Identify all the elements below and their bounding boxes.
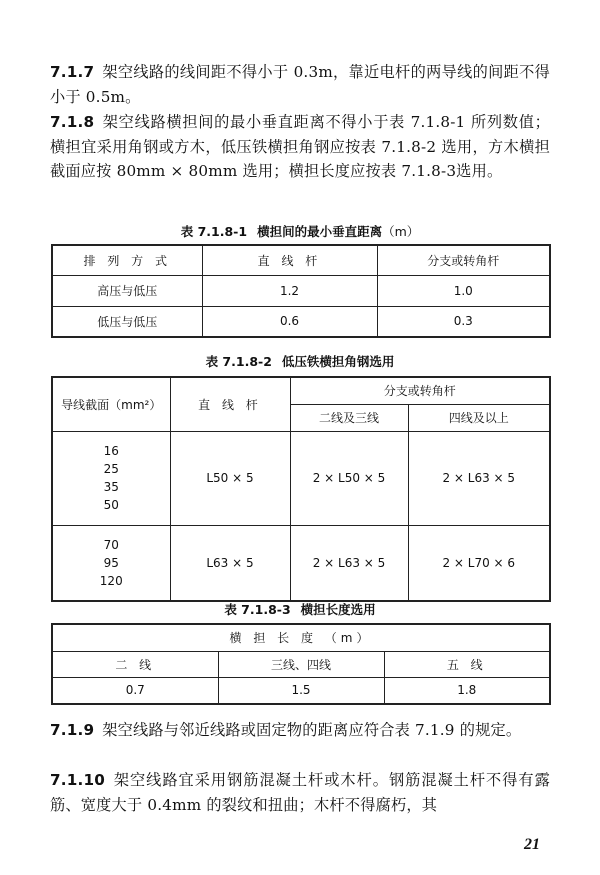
table-cell: 1.8 <box>384 677 550 704</box>
clause-text: 架空线路横担间的最小垂直距离不得小于表 7.1.8-1 所列数值；横担宜采用角钢或方木，低压铁横担角钢应按表 7.1.8-2 选用，方木横担截面应按 80mm × 80mm 选用；横担长度应按表 7.1.8-3选用。 <box>50 113 550 180</box>
table-number: 表 7.1.8-2 <box>205 354 272 369</box>
header-cell: 分支或转角杆 <box>377 245 550 275</box>
header-cell: 直 线 杆 <box>170 377 290 431</box>
table-cell: 0.6 <box>202 306 377 337</box>
clause-number: 7.1.10 <box>50 771 106 789</box>
table-low-voltage-crossarm-angle-steel <box>51 376 551 602</box>
clause-7-1-8 <box>50 110 550 184</box>
clause-number: 7.1.9 <box>50 721 95 739</box>
section-value: 25 <box>103 462 119 476</box>
table-cell: 0.3 <box>377 306 550 337</box>
table-cell: 1.0 <box>377 275 550 306</box>
section-value: 16 <box>103 444 119 458</box>
header-cell: 四线及以上 <box>408 404 550 431</box>
header-cell: 五 线 <box>384 651 550 677</box>
table-title: 横担间的最小垂直距离 <box>257 224 383 239</box>
table-cell: 2 × L70 × 6 <box>408 525 550 601</box>
table-header-row <box>52 245 550 275</box>
header-cell: 导线截面（mm²） <box>52 377 170 431</box>
header-cell: 二 线 <box>52 651 218 677</box>
table-title: 横担长度选用 <box>300 602 376 617</box>
header-cell: 排 列 方 式 <box>52 245 202 275</box>
table-row <box>52 431 550 525</box>
clause-7-1-10 <box>50 768 550 817</box>
clause-7-1-9 <box>50 718 550 743</box>
table-title: 低压铁横担角钢选用 <box>281 354 395 369</box>
section-value: 50 <box>103 498 119 512</box>
section-value: 35 <box>103 480 119 494</box>
table-cell: 高压与低压 <box>52 275 202 306</box>
clause-7-1-7 <box>50 60 550 109</box>
section-value: 120 <box>99 573 123 588</box>
table-cell: 0.7 <box>52 677 218 704</box>
table-header-row <box>52 377 550 404</box>
table-crossarm-length <box>51 623 551 705</box>
table-number: 表 7.1.8-3 <box>224 602 291 617</box>
table-min-vertical-distance <box>51 244 551 338</box>
table-header-row <box>52 624 550 651</box>
section-value: 70 <box>103 537 119 552</box>
table-header-row <box>52 651 550 677</box>
table-cell: 2 × L63 × 5 <box>408 431 550 525</box>
header-cell: 二线及三线 <box>290 404 408 431</box>
table-row <box>52 306 550 337</box>
table-row <box>52 525 550 601</box>
header-cell: 三线、四线 <box>218 651 384 677</box>
table-row <box>52 275 550 306</box>
header-cell: 分支或转角杆 <box>290 377 550 404</box>
table-cell: 2 × L63 × 5 <box>290 525 408 601</box>
table-unit: （m） <box>382 224 420 239</box>
table-cell: 1.2 <box>202 275 377 306</box>
table-cell <box>52 525 170 601</box>
header-cell: 横 担 长 度 （m） <box>52 624 550 651</box>
clause-text: 架空线路与邻近线路或固定物的距离应符合表 7.1.9 的规定。 <box>102 721 522 739</box>
table-cell <box>52 431 170 525</box>
table-cell: 1.5 <box>218 677 384 704</box>
clause-number: 7.1.7 <box>50 63 95 81</box>
section-value: 95 <box>103 555 119 570</box>
table-row <box>52 677 550 704</box>
table-cell: 低压与低压 <box>52 306 202 337</box>
table-cell: L63 × 5 <box>170 525 290 601</box>
table-caption <box>50 600 550 618</box>
table-number: 表 7.1.8-1 <box>180 224 248 239</box>
table-cell: 2 × L50 × 5 <box>290 431 408 525</box>
header-cell: 直 线 杆 <box>202 245 377 275</box>
table-cell: L50 × 5 <box>170 431 290 525</box>
clause-text: 架空线路宜采用钢筋混凝土杆或木杆。钢筋混凝土杆不得有露筋、宽度大于 0.4mm 的裂纹和扭曲；木杆不得腐朽，其 <box>50 771 550 814</box>
clause-number: 7.1.8 <box>50 113 95 131</box>
page-number: 21 <box>524 836 540 853</box>
clause-text: 架空线路的线间距不得小于 0.3m，靠近电杆的两导线的间距不得小于 0.5m。 <box>50 63 550 106</box>
table-caption <box>50 222 550 240</box>
table-caption <box>50 352 550 370</box>
